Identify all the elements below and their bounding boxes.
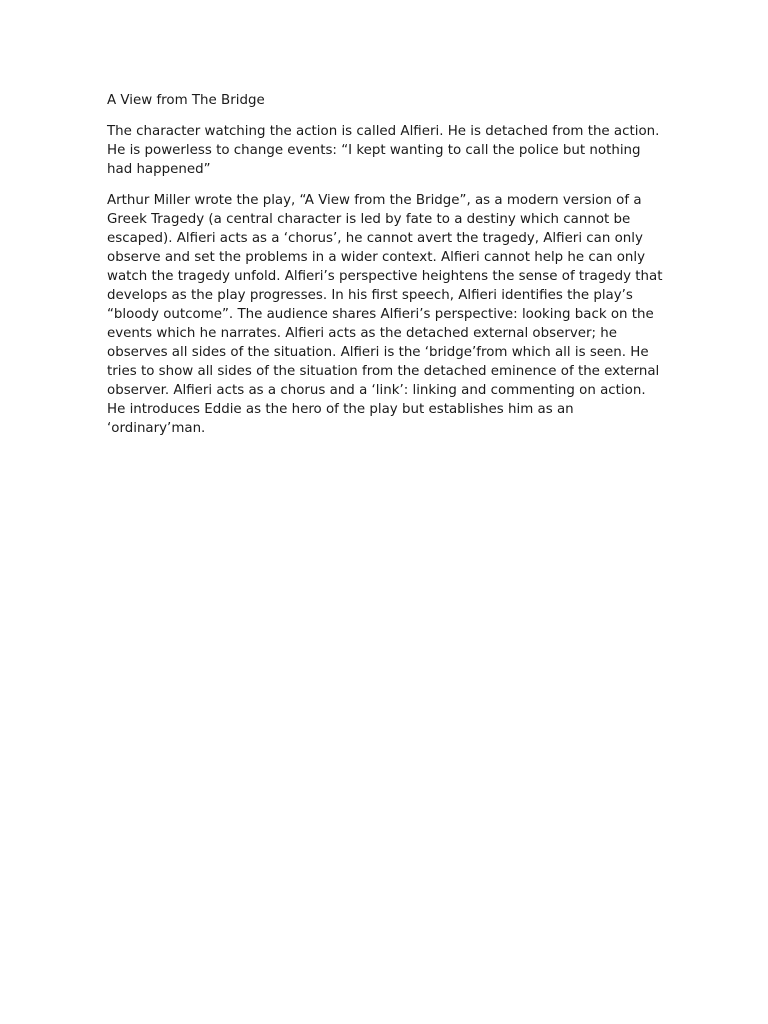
document-title: A View from The Bridge bbox=[107, 93, 265, 108]
paragraph-analysis: Arthur Miller wrote the play, “A View from the Bridge”, as a modern version of a Greek Tragedy (a central character is led by fate to a destiny which cannot be escaped). Alfieri acts as a ‘chorus’, he cannot avert the tragedy, Alfieri can only observe and set the problems in a wider context. Alfieri cannot help he can only watch the tragedy unfold. Alfieri’s perspective heightens the sense of tragedy that develops as the play progresses. In his first speech, Alfieri identifies the play’s “bloody outcome”. The audience shares Alfieri’s perspective: looking back on the events which he narrates. Alfieri acts as the detached external observer; he observes all sides of the situation. Alfieri is the ‘bridge’from which all is seen. He tries to show all sides of the situation from the detached eminence of the external observer. Alfieri acts as a chorus and a ‘link’: linking and commenting on action. He introduces Eddie as the hero of the play but establishes him as an ‘ordinary’man. bbox=[107, 193, 663, 436]
document-body bbox=[107, 91, 667, 450]
paragraph-intro: The character watching the action is called Alfieri. He is detached from the action. He is powerless to change events: “I kept wanting to call the police but nothing had happened” bbox=[107, 124, 660, 177]
